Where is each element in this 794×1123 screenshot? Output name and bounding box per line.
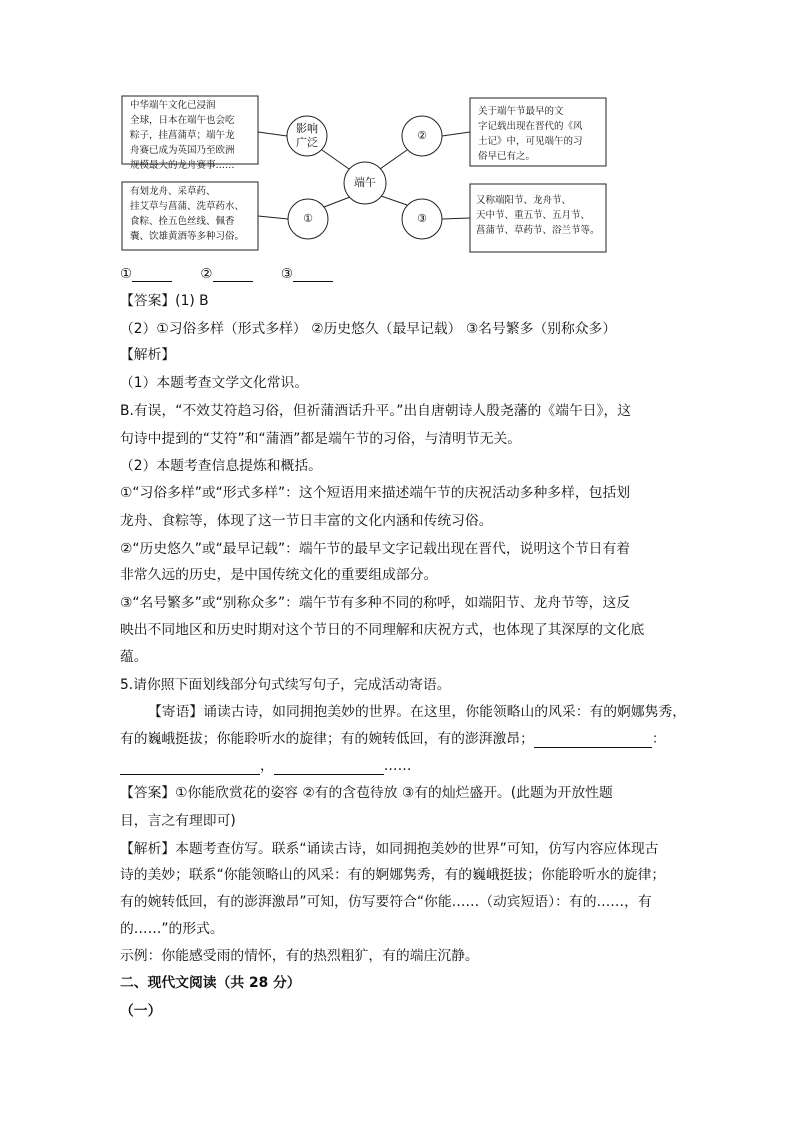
analysis-line-8: 非常久远的历史，是中国传统文化的重要组成部分。 — [120, 567, 438, 583]
fill-blank-1 — [534, 733, 652, 748]
message-line-2 — [120, 730, 680, 748]
box-alternate-names: 又称端阳节、龙舟节、 天中节、重五节、五月节、 菖蒲节、草药节、浴兰节等。 — [476, 195, 600, 236]
analysis-line-4: （2）本题考查信息提炼和概括。 — [120, 458, 322, 474]
answer-blanks — [120, 266, 357, 282]
answer-line-1: 【答案】(1) B — [120, 293, 209, 309]
analysis-line-11: 蕴。 — [120, 649, 148, 665]
example-line: 示例：你能感受雨的情怀，有的热烈粗犷，有的端庄沉静。 — [120, 948, 479, 964]
message-line-3-comma: ， — [260, 758, 274, 774]
analysis-line-3: 句诗中提到的“艾符”和“蒲酒”都是端午节的习俗，与清明节无关。 — [120, 431, 522, 447]
blank-2-label: ② — [200, 266, 213, 282]
analysis-5-line-1: 【解析】本题考查仿写。联系“诵读古诗，如同拥抱美妙的世界”可知，仿写内容应体现古 — [120, 841, 659, 857]
blank-1-line — [132, 267, 172, 282]
blank-2-line — [213, 267, 253, 282]
blank-3 — [281, 266, 333, 282]
subsection-heading: （一） — [120, 1003, 162, 1019]
circle-center-label: 端午 — [354, 176, 376, 189]
blank-3-label: ③ — [280, 266, 293, 282]
box-earliest-record: 关于端午节最早的文 字记载出现在晋代的《风 土记》中，可见端午的习 俗早已有之。 — [478, 106, 583, 162]
blank-2 — [200, 266, 252, 282]
box-global-influence: 中华端午文化已浸润 全球，日本在端午也会吃 粽子，挂菖蒲草；端午龙 舟赛已成为英国乃至欧洲 规模最大的龙舟赛事…… — [130, 100, 235, 171]
message-line-3-ellipsis: …… — [383, 758, 412, 774]
mind-map-diagram — [118, 92, 610, 262]
analysis-5-line-3: 有的婉转低回，有的澎湃激昂”可知，仿写要符合“你能……（动宾短语）：有的……，有 — [120, 894, 652, 910]
section-heading: 二、现代文阅读（共 28 分） — [120, 975, 301, 991]
fill-blank-2 — [120, 760, 260, 775]
message-line-2-colon: ： — [651, 731, 666, 747]
circle-2-label: ② — [417, 129, 427, 142]
analysis-line-7: ②“历史悠久”或“最早记载”：端午节的最早文字记载出现在晋代，说明这个节日有着 — [120, 541, 631, 557]
box-customs: 有划龙舟、采草药、 挂艾草与菖蒲、洗草药水、 食粽、拴五色丝线、佩香 囊、饮雄黄酒等多种习俗。 — [130, 186, 245, 242]
circle-3-label: ③ — [417, 212, 427, 225]
answer-5-line-1: 【答案】①你能欣赏花的姿容 ②有的含苞待放 ③有的灿烂盛开。(此题为开放性题 — [120, 785, 613, 801]
analysis-line-2: B.有误，“不效艾符趋习俗，但祈蒲酒话升平。”出自唐朝诗人殷尧藩的《端午日》，这 — [120, 403, 632, 419]
analysis-line-1: （1）本题考查文学文化常识。 — [120, 375, 309, 391]
answer-line-2: （2）①习俗多样（形式多样） ②历史悠久（最早记载） ③名号繁多（别称众多） — [120, 321, 617, 337]
question-5: 5.请你照下面划线部分句式续写句子，完成活动寄语。 — [120, 677, 451, 693]
analysis-line-9: ③“名号繁多”或“别称众多”：端午节有多种不同的称呼，如端阳节、龙舟节等，这反 — [120, 595, 631, 611]
circle-influence-label: 影响 广泛 — [296, 122, 318, 149]
fill-blank-3 — [274, 760, 384, 775]
circle-1-label: ① — [303, 212, 313, 225]
blank-1-label: ① — [120, 266, 133, 282]
analysis-line-10: 映出不同地区和历史时期对这个节日的不同理解和庆祝方式，也体现了其深厚的文化底 — [120, 622, 645, 638]
analysis-line-6: 龙舟、食粽等，体现了这一节日丰富的文化内涵和传统习俗。 — [120, 513, 493, 529]
blank-1 — [120, 266, 172, 282]
analysis-5-line-2: 诗的美妙；联系“你能领略山的风采：有的婀娜隽秀，有的巍峨挺拔；你能聆听水的旋律； — [120, 867, 666, 883]
message-line-2-text: 有的巍峨挺拔；你能聆听水的旋律；有的婉转低回，有的澎湃激昂； — [120, 731, 534, 747]
analysis-heading: 【解析】 — [120, 347, 176, 363]
blank-3-line — [293, 267, 333, 282]
analysis-line-5: ①“习俗多样”或“形式多样”：这个短语用来描述端午节的庆祝活动多种多样，包括划 — [120, 485, 631, 501]
analysis-5-line-4: 的……”的形式。 — [120, 921, 224, 937]
message-line-1: 【寄语】诵读古诗，如同拥抱美妙的世界。在这里，你能领略山的风采：有的婀娜隽秀， — [148, 704, 687, 720]
answer-5-line-2: 目，言之有理即可) — [120, 813, 236, 829]
message-line-3 — [120, 757, 680, 775]
